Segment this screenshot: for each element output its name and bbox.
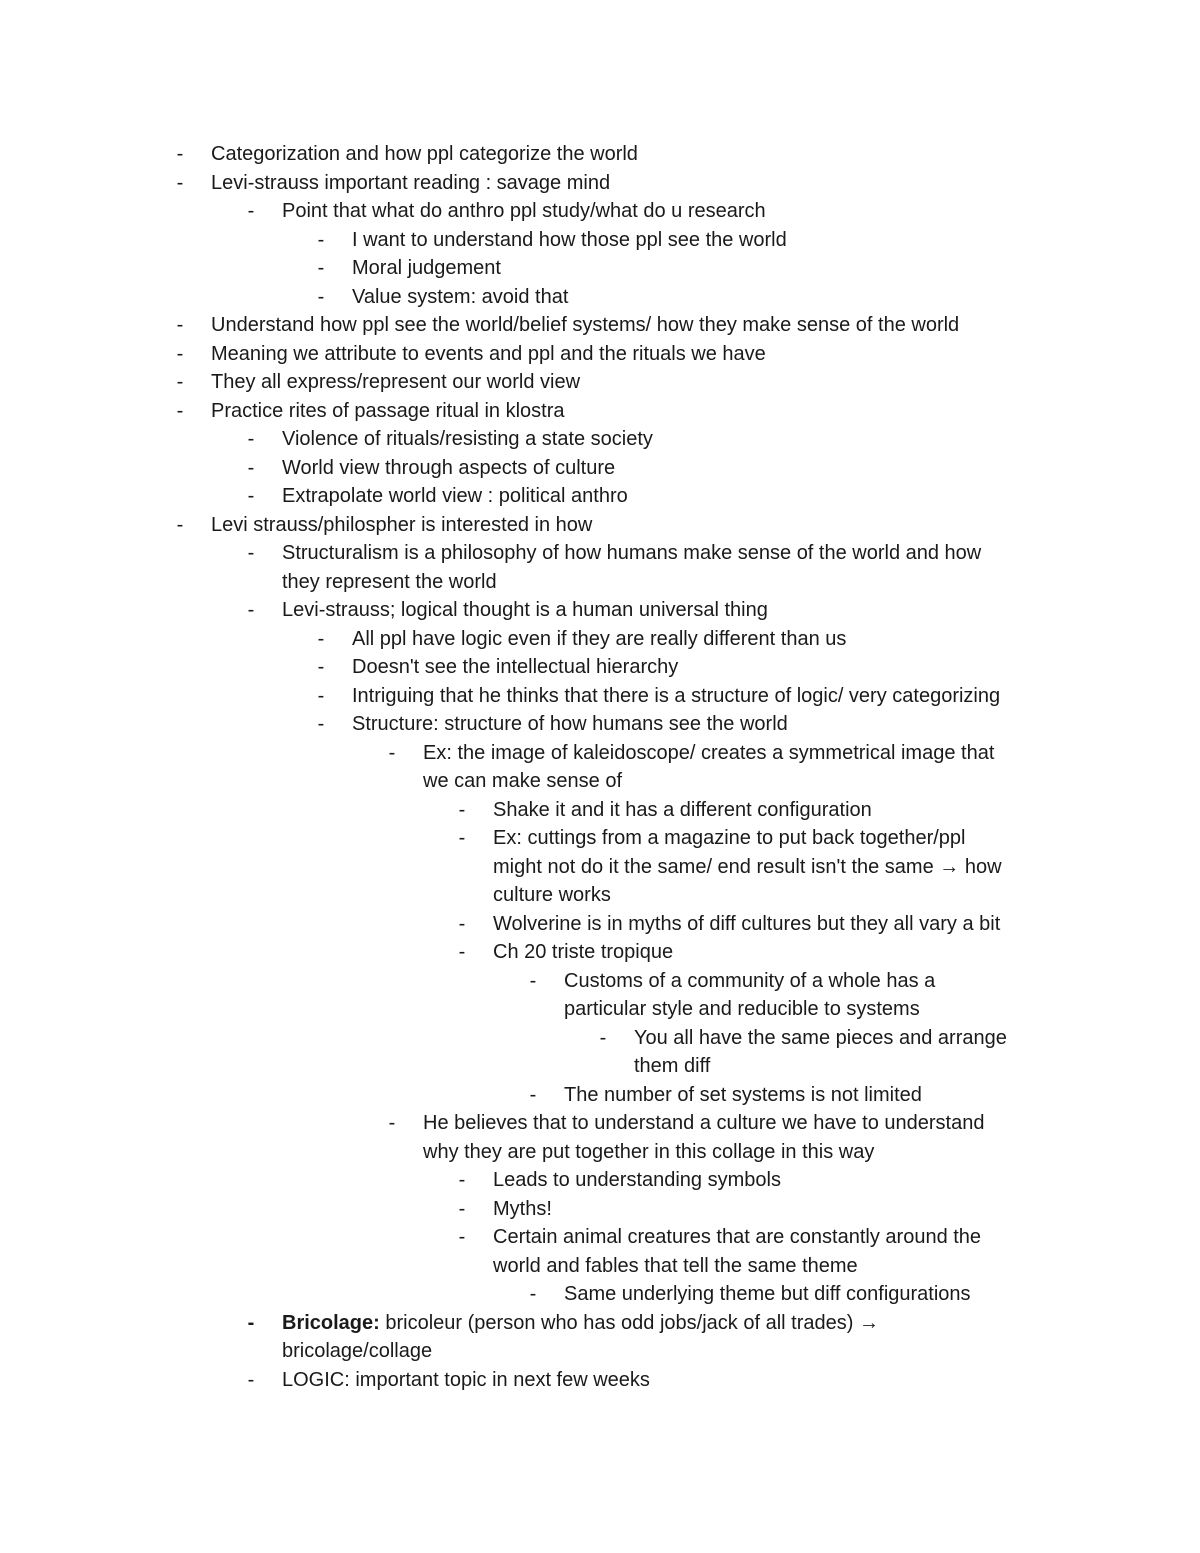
note-line: [0, 397, 1200, 426]
note-text: Understand how ppl see the world/belief systems/ how they make sense of the world: [211, 314, 960, 336]
bricolage-definition: bricoleur (person who has odd jobs/jack of all trades) →: [379, 1311, 879, 1334]
bullet-dash: -: [388, 1112, 396, 1134]
bullet-dash: -: [247, 485, 255, 507]
note-line: [0, 625, 1200, 654]
note-line: [0, 1195, 1200, 1224]
note-text: Certain animal creatures that are constantly around the: [493, 1226, 982, 1248]
bullet-dash: -: [458, 941, 466, 963]
bullet-dash: -: [529, 1083, 537, 1106]
note-line-continuation: [0, 1337, 1200, 1366]
note-line-bricolage: [0, 1309, 1200, 1338]
bullet-dash: -: [176, 513, 184, 536]
bullet-dash: -: [317, 257, 325, 279]
note-line: [0, 1109, 1200, 1138]
note-text: The number of set systems is not limited: [564, 1083, 922, 1106]
note-text: Wolverine is in myths of diff cultures but they all vary a bit: [493, 912, 1001, 935]
note-text: they represent the world: [282, 570, 497, 593]
note-line: [0, 539, 1200, 568]
bullet-dash: -: [176, 399, 184, 422]
note-text: particular style and reducible to systems: [564, 998, 920, 1020]
bullet-dash: -: [599, 1026, 607, 1049]
note-line-continuation: [0, 1252, 1200, 1281]
bullet-dash: -: [317, 228, 325, 251]
bullet-dash: -: [176, 171, 184, 194]
bullet-dash: -: [458, 1226, 466, 1248]
note-line: [0, 140, 1200, 169]
note-text: bricolage/collage: [282, 1340, 433, 1362]
bullet-dash: -: [176, 371, 184, 393]
note-text: Doesn't see the intellectual hierarchy: [352, 656, 679, 678]
bullet-dash: -: [529, 969, 537, 992]
bullet-dash: -: [317, 684, 325, 707]
note-text: Point that what do anthro ppl study/what do u research: [282, 200, 766, 222]
bullet-dash: -: [247, 428, 255, 450]
note-line: [0, 910, 1200, 939]
bullet-dash: -: [458, 1169, 466, 1191]
bullet-dash: -: [247, 1311, 255, 1334]
note-line: [0, 1280, 1200, 1309]
note-text: Leads to understanding symbols: [493, 1169, 781, 1191]
note-line: [0, 311, 1200, 340]
bullet-dash: -: [247, 542, 255, 564]
note-text: All ppl have logic even if they are really different than us: [352, 627, 847, 650]
note-line: [0, 511, 1200, 540]
note-text: Myths!: [493, 1197, 552, 1220]
note-text: Violence of rituals/resisting a state society: [282, 428, 653, 450]
note-text: Ex: the image of kaleidoscope/ creates a symmetrical image that: [423, 741, 995, 764]
bullet-dash: -: [176, 342, 184, 365]
note-text: You all have the same pieces and arrange: [634, 1026, 1007, 1049]
note-line-continuation: [0, 767, 1200, 796]
note-text: LOGIC: important topic in next few weeks: [282, 1368, 650, 1391]
note-line: [0, 1223, 1200, 1252]
note-text: Customs of a community of a whole has a: [564, 969, 936, 992]
bullet-dash: -: [247, 1368, 255, 1391]
note-line: [0, 739, 1200, 768]
note-text: we can make sense of: [423, 770, 622, 792]
note-text: Structure: structure of how humans see the world: [352, 713, 788, 735]
note-text: Same underlying theme but diff configurations: [564, 1283, 971, 1305]
note-text: Levi strauss/philospher is interested in how: [211, 513, 593, 536]
note-line: [0, 938, 1200, 967]
note-text: might not do it the same/ end result isn't the same → how: [493, 855, 1002, 878]
note-text: Meaning we attribute to events and ppl and the rituals we have: [211, 342, 766, 365]
note-text: They all express/represent our world view: [211, 371, 581, 393]
note-text: Moral judgement: [352, 257, 501, 279]
note-text: [282, 1309, 879, 1338]
note-line: [0, 796, 1200, 825]
note-line: [0, 482, 1200, 511]
bullet-dash: -: [458, 1197, 466, 1220]
note-line-continuation: [0, 881, 1200, 910]
note-text: He believes that to understand a culture we have to understand: [423, 1112, 985, 1134]
note-text: them diff: [634, 1055, 711, 1077]
bullet-dash: -: [529, 1283, 537, 1305]
note-text: Levi-strauss; logical thought is a human universal thing: [282, 599, 768, 621]
note-line: [0, 368, 1200, 397]
note-text: Shake it and it has a different configuration: [493, 798, 872, 821]
note-line-continuation: [0, 995, 1200, 1024]
note-line: [0, 1081, 1200, 1110]
bullet-dash: -: [317, 656, 325, 678]
note-line: [0, 1166, 1200, 1195]
bullet-dash: -: [317, 285, 325, 308]
note-text: I want to understand how those ppl see the world: [352, 228, 787, 251]
note-line: [0, 596, 1200, 625]
bullet-dash: -: [247, 200, 255, 222]
note-text: World view through aspects of culture: [282, 456, 616, 479]
note-text: culture works: [493, 884, 611, 906]
bullet-dash: -: [388, 741, 396, 764]
note-line: [0, 653, 1200, 682]
note-line-continuation: [0, 568, 1200, 597]
note-text: Structuralism is a philosophy of how humans make sense of the world and how: [282, 542, 982, 564]
note-text: world and fables that tell the same theme: [493, 1254, 858, 1277]
note-text: why they are put together in this collage in this way: [423, 1140, 875, 1163]
note-line: [0, 454, 1200, 483]
note-text: Intriguing that he thinks that there is a structure of logic/ very categorizing: [352, 684, 1001, 707]
notes-page: [0, 140, 1200, 1394]
note-line: [0, 682, 1200, 711]
note-line: [0, 169, 1200, 198]
note-text: Extrapolate world view : political anthro: [282, 485, 628, 507]
bullet-dash: -: [458, 827, 466, 849]
note-line: [0, 824, 1200, 853]
note-line: [0, 967, 1200, 996]
note-line: [0, 710, 1200, 739]
bullet-dash: -: [458, 798, 466, 821]
note-line: [0, 283, 1200, 312]
note-text: Levi-strauss important reading : savage mind: [211, 171, 611, 194]
bullet-dash: -: [317, 713, 325, 735]
note-line-continuation: [0, 853, 1200, 882]
note-text: Ch 20 triste tropique: [493, 941, 674, 963]
note-text: Categorization and how ppl categorize the world: [211, 143, 638, 165]
note-text: Practice rites of passage ritual in klostra: [211, 399, 565, 422]
note-line-continuation: [0, 1138, 1200, 1167]
bullet-dash: -: [176, 143, 184, 165]
note-line: [0, 254, 1200, 283]
bullet-dash: -: [458, 912, 466, 935]
note-line: [0, 1024, 1200, 1053]
bullet-dash: -: [247, 599, 255, 621]
note-text: Value system: avoid that: [352, 285, 569, 308]
bullet-dash: -: [317, 627, 325, 650]
note-line: [0, 197, 1200, 226]
note-line: [0, 425, 1200, 454]
bullet-dash: -: [176, 314, 184, 336]
bricolage-term: Bricolage:: [282, 1311, 380, 1334]
bullet-dash: -: [247, 456, 255, 479]
note-line: [0, 226, 1200, 255]
note-text: Ex: cuttings from a magazine to put back together/ppl: [493, 827, 966, 849]
note-line: [0, 340, 1200, 369]
note-line-continuation: [0, 1052, 1200, 1081]
note-line: [0, 1366, 1200, 1395]
